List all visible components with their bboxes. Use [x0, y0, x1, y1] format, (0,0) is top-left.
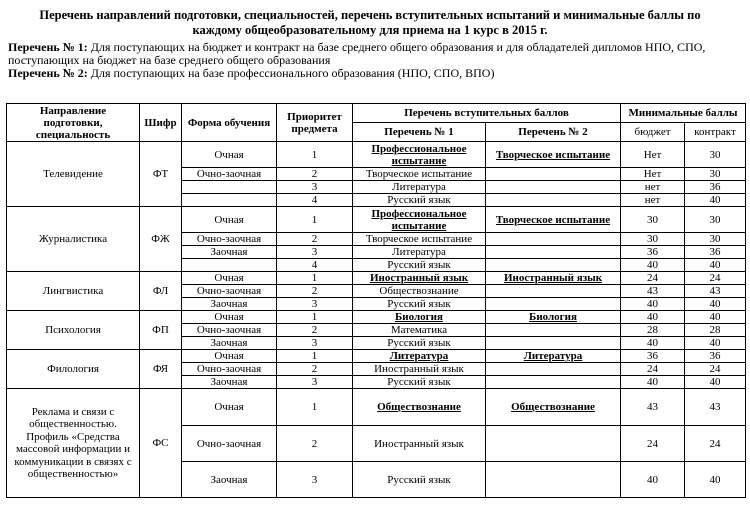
document-title: Перечень направлений подготовки, специальностей, перечень вступительных испытаний и минимальные баллы по каждому общеобразовательному для приема на 1 курс в 2015 г. — [39, 8, 701, 37]
list2-exam-cell — [486, 181, 621, 194]
list1-exam-cell: Русский язык — [353, 194, 486, 207]
form-cell: Очно-заочная — [182, 324, 277, 337]
list1-exam-cell: Математика — [353, 324, 486, 337]
contract-cell: 43 — [685, 389, 746, 426]
header-budget: бюджет — [621, 123, 685, 142]
list1-exam-cell: Профессиональное испытание — [353, 207, 486, 233]
list2-exam-cell — [486, 363, 621, 376]
budget-cell: Нет — [621, 142, 685, 168]
priority-cell: 1 — [277, 142, 353, 168]
list2-exam-cell: Иностранный язык — [486, 272, 621, 285]
budget-cell: 43 — [621, 285, 685, 298]
form-cell — [182, 259, 277, 272]
budget-cell: 40 — [621, 376, 685, 389]
code-cell: ФТ — [140, 142, 182, 207]
priority-cell: 3 — [277, 376, 353, 389]
form-cell: Очная — [182, 389, 277, 426]
list2-exam-cell — [486, 462, 621, 498]
contract-cell: 40 — [685, 311, 746, 324]
direction-cell: Лингвистика — [7, 272, 140, 311]
priority-cell: 3 — [277, 337, 353, 350]
list1-exam-cell: Иностранный язык — [353, 272, 486, 285]
list2-exam-cell: Биология — [486, 311, 621, 324]
list1-exam-cell: Литература — [353, 246, 486, 259]
priority-cell: 1 — [277, 207, 353, 233]
list1-exam-cell: Литература — [353, 350, 486, 363]
form-cell: Очная — [182, 350, 277, 363]
form-cell: Заочная — [182, 376, 277, 389]
contract-cell: 24 — [685, 363, 746, 376]
list2-exam-cell: Обществознание — [486, 389, 621, 426]
priority-cell: 2 — [277, 363, 353, 376]
contract-cell: 30 — [685, 207, 746, 233]
list2-exam-cell — [486, 233, 621, 246]
contract-cell: 30 — [685, 233, 746, 246]
table-row — [7, 389, 746, 426]
form-cell: Очно-заочная — [182, 285, 277, 298]
contract-cell: 36 — [685, 350, 746, 363]
list1-exam-cell: Русский язык — [353, 462, 486, 498]
budget-cell: 24 — [621, 363, 685, 376]
list2-exam-cell — [486, 426, 621, 462]
list1-note — [8, 41, 743, 67]
budget-cell: 40 — [621, 298, 685, 311]
budget-cell: 30 — [621, 233, 685, 246]
header-contract: контракт — [685, 123, 746, 142]
contract-cell: 40 — [685, 298, 746, 311]
priority-cell: 2 — [277, 233, 353, 246]
code-cell: ФЖ — [140, 207, 182, 272]
list1-exam-cell: Биология — [353, 311, 486, 324]
budget-cell: 43 — [621, 389, 685, 426]
direction-cell: Журналистика — [7, 207, 140, 272]
budget-cell: 36 — [621, 350, 685, 363]
form-cell: Заочная — [182, 298, 277, 311]
admission-table — [6, 103, 746, 498]
list2-exam-cell — [486, 194, 621, 207]
budget-cell: нет — [621, 194, 685, 207]
budget-cell: 24 — [621, 272, 685, 285]
budget-cell: 28 — [621, 324, 685, 337]
list1-exam-cell: Профессиональное испытание — [353, 142, 486, 168]
budget-cell: 40 — [621, 337, 685, 350]
contract-cell: 40 — [685, 462, 746, 498]
list2-text: Для поступающих на базе профессионального образования (НПО, СПО, ВПО) — [90, 66, 495, 81]
contract-cell: 40 — [685, 376, 746, 389]
list1-exam-cell: Литература — [353, 181, 486, 194]
list1-exam-cell: Русский язык — [353, 337, 486, 350]
priority-cell: 3 — [277, 298, 353, 311]
form-cell: Заочная — [182, 462, 277, 498]
priority-cell: 1 — [277, 311, 353, 324]
contract-cell: 43 — [685, 285, 746, 298]
table-row — [7, 142, 746, 168]
list1-text: Для поступающих на бюджет и контракт на базе среднего общего образования и для обладателей дипломов НПО, СПО, поступающих на бюджет на базе среднего общего образования — [8, 40, 706, 68]
priority-cell: 4 — [277, 194, 353, 207]
contract-cell: 28 — [685, 324, 746, 337]
contract-cell: 24 — [685, 426, 746, 462]
list2-label: Перечень № 2: — [8, 66, 88, 81]
table-row — [7, 311, 746, 324]
code-cell: ФЛ — [140, 272, 182, 311]
list1-exam-cell: Иностранный язык — [353, 363, 486, 376]
priority-cell: 1 — [277, 350, 353, 363]
list2-exam-cell — [486, 298, 621, 311]
list1-exam-cell: Творческое испытание — [353, 233, 486, 246]
list1-exam-cell: Русский язык — [353, 298, 486, 311]
list1-exam-cell: Русский язык — [353, 259, 486, 272]
form-cell: Очная — [182, 311, 277, 324]
budget-cell: Нет — [621, 168, 685, 181]
budget-cell: 40 — [621, 259, 685, 272]
code-cell: ФЯ — [140, 350, 182, 389]
form-cell — [182, 181, 277, 194]
form-cell: Очная — [182, 142, 277, 168]
list1-exam-cell: Обществознание — [353, 285, 486, 298]
header-exams: Перечень вступительных баллов — [353, 104, 621, 123]
contract-cell: 36 — [685, 246, 746, 259]
contract-cell: 30 — [685, 168, 746, 181]
list1-exam-cell: Иностранный язык — [353, 426, 486, 462]
list2-exam-cell: Литература — [486, 350, 621, 363]
list2-exam-cell — [486, 376, 621, 389]
form-cell: Заочная — [182, 246, 277, 259]
code-cell: ФП — [140, 311, 182, 350]
contract-cell: 40 — [685, 194, 746, 207]
table-row — [7, 350, 746, 363]
priority-cell: 3 — [277, 246, 353, 259]
budget-cell: 30 — [621, 207, 685, 233]
list2-note — [8, 67, 743, 80]
list2-exam-cell — [486, 324, 621, 337]
list1-label: Перечень № 1: — [8, 40, 88, 54]
priority-cell: 2 — [277, 324, 353, 337]
budget-cell: 40 — [621, 311, 685, 324]
list2-exam-cell: Творческое испытание — [486, 142, 621, 168]
budget-cell: 40 — [621, 462, 685, 498]
table-row — [7, 272, 746, 285]
contract-cell: 40 — [685, 259, 746, 272]
form-cell: Очная — [182, 272, 277, 285]
list2-exam-cell — [486, 285, 621, 298]
form-cell: Очно-заочная — [182, 426, 277, 462]
contract-cell: 24 — [685, 272, 746, 285]
header-min-scores: Минимальные баллы — [621, 104, 746, 123]
list2-exam-cell — [486, 337, 621, 350]
list1-exam-cell: Русский язык — [353, 376, 486, 389]
list2-exam-cell — [486, 259, 621, 272]
direction-cell: Телевидение — [7, 142, 140, 207]
form-cell: Заочная — [182, 337, 277, 350]
form-cell: Очная — [182, 207, 277, 233]
list1-exam-cell: Творческое испытание — [353, 168, 486, 181]
table-row — [7, 207, 746, 233]
form-cell: Очно-заочная — [182, 233, 277, 246]
direction-cell: Реклама и связи с общественностью. Профиль «Средства массовой информации и коммуникации в связях с общественностью» — [7, 389, 140, 498]
budget-cell: 24 — [621, 426, 685, 462]
direction-cell: Филология — [7, 350, 140, 389]
priority-cell: 2 — [277, 285, 353, 298]
header-direction: Направление подготовки, специальность — [7, 104, 140, 142]
form-cell — [182, 194, 277, 207]
header-list2: Перечень № 2 — [486, 123, 621, 142]
list-notes — [8, 41, 743, 81]
list2-exam-cell — [486, 246, 621, 259]
priority-cell: 1 — [277, 389, 353, 426]
header-list1: Перечень № 1 — [353, 123, 486, 142]
header-form: Форма обучения — [182, 104, 277, 142]
priority-cell: 2 — [277, 426, 353, 462]
form-cell: Очно-заочная — [182, 168, 277, 181]
budget-cell: нет — [621, 181, 685, 194]
budget-cell: 36 — [621, 246, 685, 259]
priority-cell: 3 — [277, 181, 353, 194]
header-code: Шифр — [140, 104, 182, 142]
priority-cell: 3 — [277, 462, 353, 498]
priority-cell: 2 — [277, 168, 353, 181]
priority-cell: 1 — [277, 272, 353, 285]
header-priority: Приоритет предмета — [277, 104, 353, 142]
list1-exam-cell: Обществознание — [353, 389, 486, 426]
priority-cell: 4 — [277, 259, 353, 272]
contract-cell: 30 — [685, 142, 746, 168]
form-cell: Очно-заочная — [182, 363, 277, 376]
contract-cell: 36 — [685, 181, 746, 194]
code-cell: ФС — [140, 389, 182, 498]
direction-cell: Психология — [7, 311, 140, 350]
list2-exam-cell — [486, 168, 621, 181]
list2-exam-cell: Творческое испытание — [486, 207, 621, 233]
contract-cell: 40 — [685, 337, 746, 350]
